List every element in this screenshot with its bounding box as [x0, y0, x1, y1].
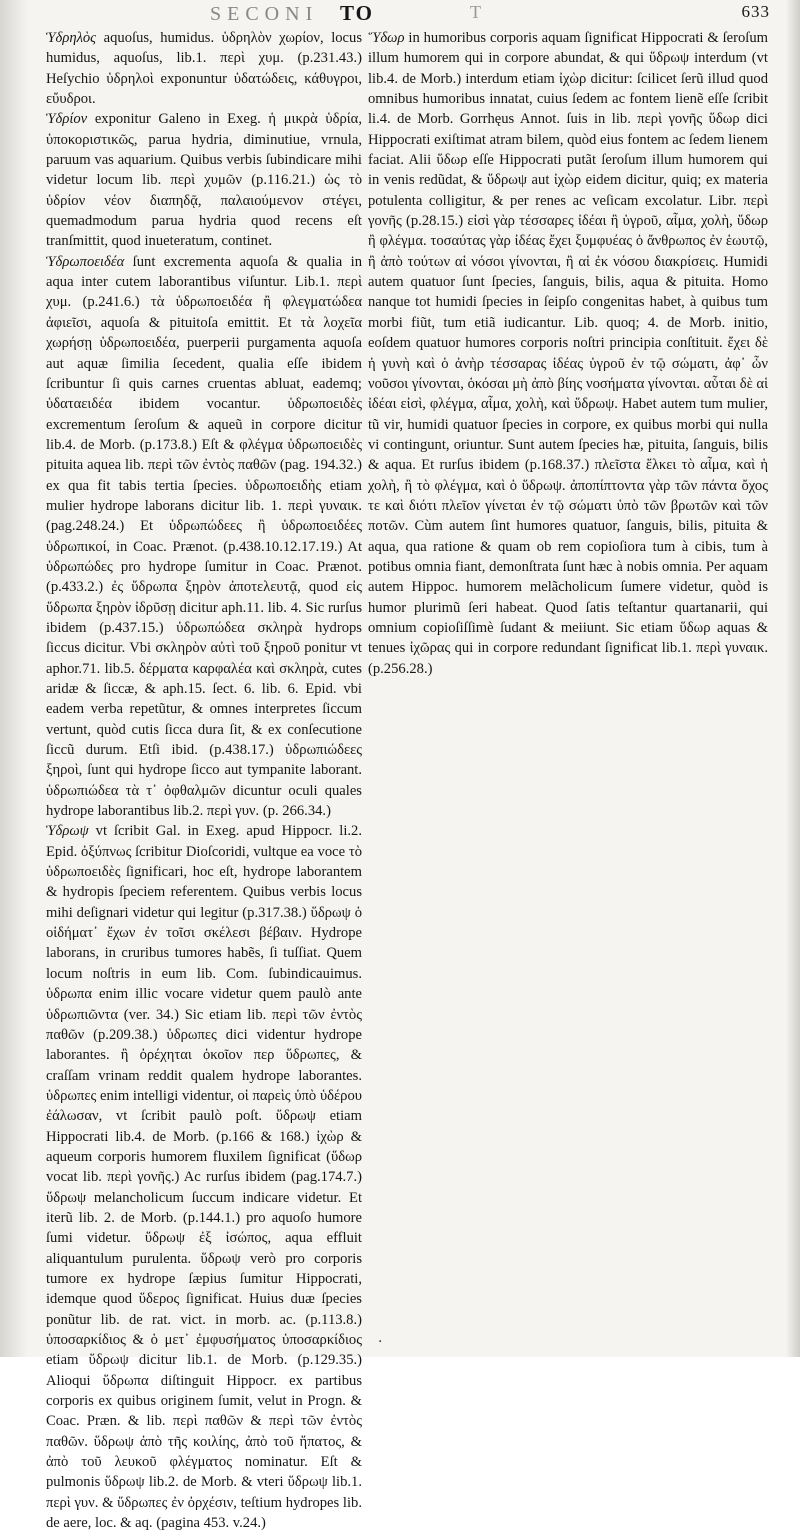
page-header	[0, 0, 800, 30]
page-number: 633	[741, 2, 770, 21]
entry-hydrops	[46, 821, 362, 1533]
headword: Ὑδρηλὸς	[46, 30, 97, 46]
right-column	[368, 28, 768, 1328]
headword: Ὕδωρ	[368, 30, 405, 46]
running-head-section: TO	[340, 1, 374, 25]
footer-mark: ·	[378, 1334, 383, 1350]
headword: Ὑδρωψ	[46, 823, 89, 840]
entry-hydrion	[46, 109, 362, 251]
entry-text: in humoribus corporis aquam ſignificat Hippocrati & ſeroſum illum humorem qui in corpore abundat, & qui ὕδρωψ interdum (vt lib.4. de Morb.) interdum etiam ἰχὼρ dicitur: ſcilicet ſerũ illud quod omnibus humoribus innatat, cuius ſedem ac fontem lienẽ eſſe ſcribit li.4. de Morb. Gorrhęus Annot. ſuis in lib. περὶ γονῆς ὕδωρ dici Hippocrati exiſtimat atram bilem, quòd eius fontem ac ſedem lienem faciat. Alii ὕδωρ eſſe Hippocrati putãt ſeroſum illum humorem qui in venis redũdat, & ὕδρωψ aut ἰχὼρ eidem dicitur, quiq; ex materia potulenta colligitur, & per renes ac veſicam excolatur. Libr. περὶ γονῆς (p.28.15.) εἰσὶ γὰρ τέσσαρες ἰδέαι ἢ ὑγροῦ, αἷμα, χολὴ, ὕδωρ ἢ φλέγμα. τοσαύτας γὰρ ἰδέας ἔχει ξυμφυέας ὁ ἄνθρωπος ἐν ἑωυτῷ, ἢ ἀπὸ τούτων αἱ νόσοι γίνονται, ἢ αἱ ἐκ νόσου διακρίσεις. Humidi autem quatuor ſunt ſpecies, ſanguis, bilis, aqua & pituita. Homo nanque tot humidi ſpecies in ſeipſo congenitas habet, à quibus tum morbi fiũt, tum etiã iudicantur. Lib. quoq; 4. de Morb. initio, eoſdem quatuor humores corporis noſtri principia conſtituit. ἔχει δὲ ἡ γυνὴ καὶ ὁ ἀνὴρ τέσσαρας ἰδέας ὑγροῦ ἐν τῷ σώματι, ἀφ᾽ ὧν νοῦσοι γίνονται, ὁκόσαι μὴ ἀπὸ βίης νοσήματα γίνονται. αὗται δὲ αἱ ἰδέαι εἰσὶ, φλέγμα, αἷμα, χολὴ, καὶ ὕδρωψ. Habet autem tum mulier, tũ vir, humidi quatuor ſpecies in corpore, ex quibus morbi qui nulla vi contingunt, oriuntur. Sunt autem ſpecies hæ, pituita, ſanguis, bilis & aqua. Et rurſus ibidem (p.168.37.) πλεῖστα ἕλκει τὸ αἷμα, καὶ ἡ χολὴ, ἢ τὸ φλέγμα, καὶ ὁ ὕδρωψ. ἀποπίπτοντα γὰρ τῶν πάντα ὄχος τε καὶ διότι πλεῖον γίνεται ἐν τῷ σώματι ὑπὸ τῶν βρωτῶν καὶ τῶν ποτῶν. Cùm autem ſint humores quatuor, ſanguis, bilis, pituita & aqua, qua ratione & quam ob rem copioſiora tum à cibis, tum à potibus omnia fiant, demonſtrata ſunt hæc à nobis omnia. Per aquam autem Hippoc. humorem melãcholicum ſumere videtur, quòd is humor plurimũ ſeri habeat. Quod ſatis teſtantur quartanarii, qui omnium copioſiſſimè ſudant & meiiunt. Sic etiam ὕδωρ aquas & tenues ἰχῶρας qui in corpore redundant ſignificat lib.1. περὶ γυναικ. (p.256.28.)	[368, 30, 769, 677]
running-head-right: T	[470, 2, 486, 22]
entry-text: aquoſus, humidus. ὑδρηλὸν χωρίον, locus humidus, aquoſus, lib.1. περὶ χυμ. (p.231.43.) Heſychio ὑδρηλοὶ exponuntur ὑδατώδεις, κάθυγροι, εὔυδροι.	[46, 30, 362, 108]
left-column	[46, 28, 363, 1532]
headword: Ὑδρίον	[46, 111, 88, 128]
entry-text: ſunt excrementa aquoſa & qualia in aqua inter cutem laborantibus viſuntur. Lib.1. περὶ χυμ. (p.241.6.) τὰ ὑδρωποειδέα ἢ φλεγματώδεα ἀφιεῖσι, aquoſa & pituitoſa emittit. Et τὰ λοχεῖα χωρήσῃ ὑδρωποειδέα, puerperii purgamenta aquoſa aut aquæ ſimilia ſecedent, qualia eſſe ibidem ſcribuntur ſi quis carnes cruentas abluat, eademq; ὑδαταειδέα ibidem vocantur. ὑδρωποειδὲς excrementum ſeroſum & aqueũ in corpore dicitur lib.4. de Morb. (p.173.8.) Eſt & φλέγμα ὑδρωποειδὲς pituita aquea lib. περὶ τῶν ἐντὸς παθῶν (pag. 194.32.) ex qua fit tabis tertia ſpecies. ὑδρωποειδὴς etiam mulier hydrope laborans dicitur lib. 1. περὶ γυναικ. (pag.248.24.) Et ὑδρωπώδεες ἢ ὑδρωποειδέες ὑδρωπικοί, in Coac. Prænot. (p.438.10.12.17.19.) At ὑδρωπώδες pro hydrope ſumitur in Coac. Prænot. (p.433.2.) ἐς ὕδρωπα ξηρὸν ἀποτελευτᾷ, quod εἰς ὕδρωπα ξηρὸν ἰδρῦσῃ dicitur aph.11. lib. 4. Sic rurſus ibidem (p.437.15.) ὑδρωπώδεα σκληρὰ hydrops ſiccus dicitur. Vbi σκληρὸν αὐτὶ τοῦ ξηροῦ ponitur vt aphor.71. lib.5. δέρματα καρφαλέα καὶ σκληρὰ, cutes aridæ & ſiccæ, & aph.15. ſect. 6. lib. 6. Epid. vbi eadem verba repetũtur, & omnes interpretes ſiccum vertunt, quòd cutis ſicca dura ſit, & ex conſecutione ſiccũ durum. Etſi ibid. (p.438.17.) ὑδρωπιώδεες ξηροὶ, ſunt qui hydrope ſicco aut tympanite laborant. ὑδρωπιώδεα τὰ τ᾽ ὀφθαλμῶν dicuntur oculi quales hydrope laborantibus lib.2. περὶ γυν. (p. 266.34.)	[46, 253, 362, 820]
headword: Ὑδρωποειδέα	[46, 253, 125, 270]
entry-text: exponitur Galeno in Exeg. ἡ μικρὰ ὑδρία, ὑποκοριστικῶς, parua hydria, diminutiue, vrnula, paruum vas aquarium. Quibus verbis ſubindicare mihi videtur locum lib. περὶ χυμῶν (p.116.21.) ὡς τὸ ὑδρίον νέον διαπηδᾷ, παλαιούμενον στέγει, quemadmodum parua hydria quod recens eſt tranſmittit, quod inueteratum, continet.	[46, 111, 362, 250]
entry-text: vt ſcribit Gal. in Exeg. apud Hippocr. li.2. Epid. ὀξύπνως ſcribitur Dioſcoridi, vultque ea voce τὸ ὑδρωποειδὲς ſignificari, hoc eſt, hydrope laborantem & hydropis ſpeciem referentem. Quibus verbis locus mihi deſignari videtur qui legitur (p.317.38.) ὕδρωψ ὁ οἰδήματ᾽ ἔχων ἐν τοῖσι σκέλεσι βέβαιν. Hydrope laborans, in cruribus tumores habẽs, ſi tuſſiat. Quem locum noſtris in eum lib. Com. ſubindicauimus. ὑδρωπα enim illic vocare videtur quem paulò ante ὑδρωπιῶντα (ver. 34.) Sic etiam lib. περὶ τῶν ἐντὸς παθῶν (p.209.38.) ὑδρωπες dici videntur hydrope laborantes. ἢ ὀρέχηται ὁκοῖον περ ὕδρωπες, & craſſam vrinam reddit qualem hydrope laborantes. ὑδρωπες enim intelligi videntur, οἱ παρεὶς ὑπὸ ὑδέρου ἐάλωσαν, vt ſcribit paulò poſt. ὕδρωψ etiam Hippocrati lib.4. de Morb. (p.166 & 168.) ἰχὼρ & aqueum corporis humorem fluxilem ſignificat (ὕδωρ vocat lib. περὶ γονῆς.) Ac rurſus ibidem (pag.174.7.) ὕδρωψ melancholicum ſuccum indicare videtur. Et iterũ lib. 2. de Morb. (p.144.1.) pro aquoſo humore ſumi videtur. ὕδρωψ ἐξ ἰσώπος, aqua effluit aliquantulum purulenta. ὕδρωψ verò pro corporis tumore ex hydrope ſæpius ſumitur Hippocrati, idemque quod ὕδερος ſignificat. Huius duæ ſpecies ponũtur lib. de rat. vict. in morb. ac. (p.113.8.) ὑποσαρκίδιος & ὁ μετ᾽ ἐμφυσήματος ὑποσαρκίδιος etiam ὕδρωψ dicitur lib.1. de Morb. (p.129.35.) Alioqui ὕδρωπα diſtinguit Hippocr. ex partibus corporis ex quibus originem ſumit, velut in Progn. & Coac. Præn. & lib. περὶ παθῶν & περὶ τῶν ἐντὸς παθῶν. ὕδρωψ ἀπὸ τῆς κοιλίης, ἀπὸ τοῦ ἥπατος, & ἀπὸ τοῦ λευκοῦ φλέγματος nominatur. Eſt & pulmonis ὕδρωψ lib.2. de Morb. & vteri ὕδρωψ lib.1. περὶ γυν. & ὕδρωπες ἐν ὀρχέσιν, teſtium hydropes lib. de aere, loc. & aq. (pagina 453. v.24.)	[46, 823, 363, 1532]
entry-hydrelos	[46, 28, 362, 109]
running-head-left: SECONI	[210, 3, 319, 25]
entry-hydor	[368, 28, 768, 679]
entry-hydropoeidea	[46, 252, 362, 822]
